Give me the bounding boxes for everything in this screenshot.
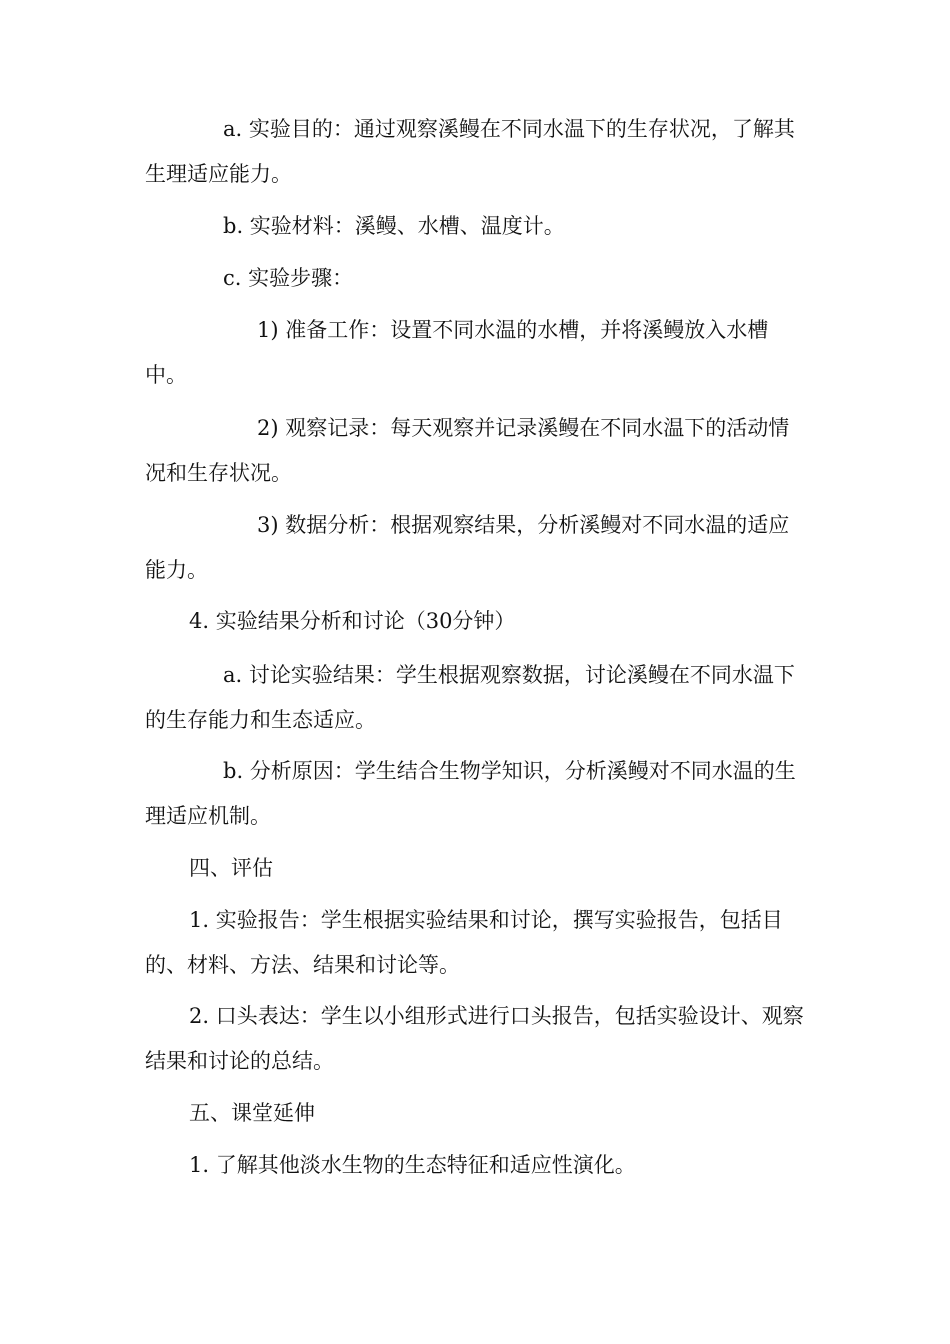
paragraph-discuss-results: a. 讨论实验结果：学生根据观察数据，讨论溪鳗在不同水温下的生存能力和生态适应。: [145, 663, 795, 732]
paragraph-analyze-reasons: b. 分析原因：学生结合生物学知识，分析溪鳗对不同水温的生理适应机制。: [145, 759, 796, 828]
paragraph-experiment-steps: c. 实验步骤：: [223, 266, 354, 290]
section-heading-evaluation: 四、评估: [189, 856, 273, 880]
paragraph-step-observation: 2) 观察记录：每天观察并记录溪鳗在不同水温下的活动情况和生存状况。: [145, 416, 790, 485]
section-heading-extension: 五、课堂延伸: [189, 1101, 315, 1125]
paragraph-experiment-purpose: a. 实验目的：通过观察溪鳗在不同水温下的生存状况，了解其生理适应能力。: [145, 117, 795, 186]
paragraph-step-analysis: 3) 数据分析：根据观察结果，分析溪鳗对不同水温的适应能力。: [145, 513, 790, 582]
paragraph-experiment-materials: b. 实验材料：溪鳗、水槽、温度计。: [223, 214, 565, 238]
paragraph-extension-item: 1. 了解其他淡水生物的生态特征和适应性演化。: [189, 1153, 636, 1177]
paragraph-step-preparation: 1) 准备工作：设置不同水温的水槽，并将溪鳗放入水槽中。: [145, 318, 769, 387]
paragraph-oral-presentation: 2. 口头表达：学生以小组形式进行口头报告，包括实验设计、观察结果和讨论的总结。: [145, 1004, 804, 1073]
heading-results-discussion: 4. 实验结果分析和讨论（30分钟）: [189, 609, 516, 633]
paragraph-lab-report: 1. 实验报告：学生根据实验结果和讨论，撰写实验报告，包括目的、材料、方法、结果和讨论等。: [145, 908, 783, 977]
